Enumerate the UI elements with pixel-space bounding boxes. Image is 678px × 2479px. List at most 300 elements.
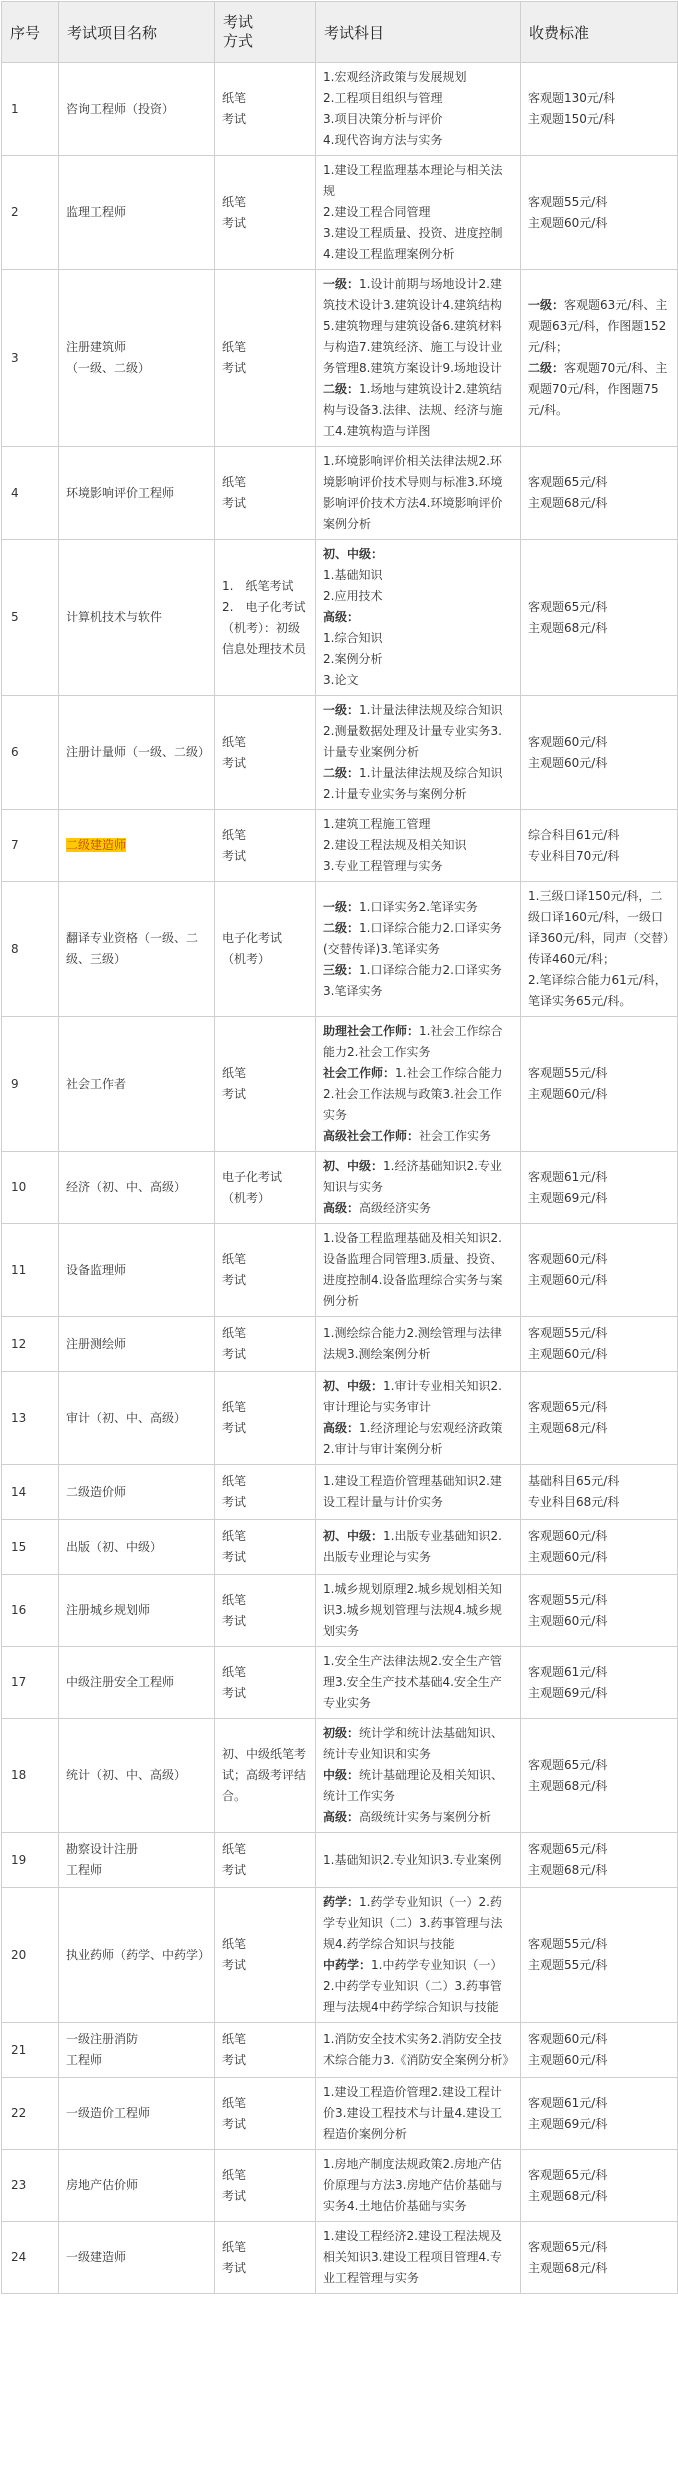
subject-text: 1.房地产制度法规政策2.房地产估价原理与方法3.房地产估价基础与实务4.土地估价基础与实务 bbox=[323, 2157, 503, 2213]
fee-text: 2.笔译综合能力61元/科，笔译实务65元/科。 bbox=[528, 973, 667, 1008]
exam-mode-cell bbox=[215, 810, 316, 882]
fee-line bbox=[528, 2050, 670, 2071]
exam-mode-line: 2. 电子化考试（机考）：初级信息处理技术员 bbox=[222, 599, 307, 656]
subject-text: 社会工作实务 bbox=[419, 1129, 492, 1143]
fee-text: 客观题65元/科 bbox=[528, 1400, 608, 1414]
exam-mode-cell bbox=[215, 1647, 316, 1719]
exam-mode-cell bbox=[215, 882, 316, 1017]
fee-line bbox=[528, 1776, 670, 1797]
exam-name: 二级建造师 bbox=[66, 838, 127, 852]
subject-text: 高级经济实务 bbox=[359, 1201, 432, 1215]
exam-mode-line: 考试 bbox=[222, 2053, 247, 2067]
row-number: 5 bbox=[2, 540, 59, 696]
subject-line bbox=[323, 67, 513, 88]
fee-text: 主观题69元/科 bbox=[528, 2116, 608, 2131]
fee-text: 主观题60元/科 bbox=[528, 1087, 608, 1101]
exam-mode-line: 考试 bbox=[222, 2260, 247, 2275]
exam-fee-table bbox=[1, 1, 678, 2294]
exam-mode-line: 纸笔 bbox=[222, 475, 247, 489]
exam-name-cell bbox=[59, 1833, 215, 1888]
subject-text: 1.审计专业相关知识2.审计理论与实务审计 bbox=[323, 1379, 502, 1414]
fee-line bbox=[528, 192, 670, 213]
exam-name-cell bbox=[59, 447, 215, 540]
exam-mode-line: 纸笔 bbox=[222, 1842, 247, 1856]
exam-name-cell bbox=[59, 696, 215, 810]
fee-line bbox=[528, 2165, 670, 2186]
subject-line bbox=[323, 960, 513, 1002]
exam-mode-cell bbox=[215, 1888, 316, 2023]
table-body bbox=[2, 63, 678, 2294]
subject-level-label: 高级： bbox=[323, 610, 360, 624]
exam-mode-cell bbox=[215, 2150, 316, 2222]
fee-cell bbox=[521, 1833, 678, 1888]
fee-cell bbox=[521, 447, 678, 540]
fee-cell bbox=[521, 2078, 678, 2150]
table-header-row bbox=[2, 2, 678, 63]
exam-mode-line: 考试 bbox=[222, 1550, 247, 1564]
fee-cell bbox=[521, 63, 678, 156]
exam-mode-line: 纸笔 bbox=[222, 1066, 247, 1080]
subject-line bbox=[323, 700, 513, 763]
subject-line bbox=[323, 649, 513, 670]
subject-line bbox=[323, 1850, 513, 1871]
fee-text: 综合科目61元/科 bbox=[528, 827, 620, 842]
fee-line bbox=[528, 1397, 670, 1418]
exam-mode-cell bbox=[215, 63, 316, 156]
fee-text: 主观题68元/科 bbox=[528, 1421, 608, 1435]
fee-text: 客观题65元/科 bbox=[528, 1842, 608, 1856]
table-row bbox=[2, 1888, 678, 2023]
subject-line bbox=[323, 379, 513, 442]
subject-line bbox=[323, 1376, 513, 1418]
exam-subjects-cell bbox=[316, 1719, 521, 1833]
fee-line bbox=[528, 2029, 670, 2050]
fee-line bbox=[528, 295, 670, 358]
exam-mode-line: 考试 bbox=[222, 1087, 247, 1101]
exam-subjects-cell bbox=[316, 882, 521, 1017]
exam-subjects-cell bbox=[316, 1372, 521, 1465]
exam-name-cell bbox=[59, 1224, 215, 1317]
row-number: 24 bbox=[2, 2222, 59, 2294]
fee-text: 客观题60元/科 bbox=[528, 2032, 608, 2046]
fee-line bbox=[528, 1063, 670, 1084]
table-row bbox=[2, 1017, 678, 1152]
fee-text: 主观题68元/科 bbox=[528, 2188, 608, 2203]
exam-subjects-cell bbox=[316, 63, 521, 156]
fee-cell bbox=[521, 540, 678, 696]
subject-line bbox=[323, 1765, 513, 1807]
exam-subjects-cell bbox=[316, 1888, 521, 2023]
fee-text: 客观题55元/科 bbox=[528, 1066, 608, 1080]
subject-line bbox=[323, 1723, 513, 1765]
subject-level-label: 高级： bbox=[323, 1421, 360, 1435]
subject-text: 2.建设工程法规及相关知识 bbox=[323, 838, 467, 852]
subject-text: 2.工程项目组织与管理 bbox=[323, 91, 443, 105]
fee-text: 客观题130元/科 bbox=[528, 91, 615, 105]
subject-text: 1.计量法律法规及综合知识2.测量数据处理及计量专业实务3.计量专业案例分析 bbox=[323, 703, 503, 759]
fee-line bbox=[528, 1471, 670, 1492]
fee-text: 主观题68元/科 bbox=[528, 1863, 608, 1877]
fee-text: 客观题55元/科 bbox=[528, 1592, 608, 1607]
fee-text: 客观题55元/科 bbox=[528, 194, 608, 209]
subject-line bbox=[323, 1579, 513, 1642]
fee-text: 主观题68元/科 bbox=[528, 496, 608, 510]
subject-line bbox=[323, 565, 513, 586]
row-number: 7 bbox=[2, 810, 59, 882]
exam-name: 一级造价工程师 bbox=[66, 2106, 151, 2120]
fee-cell bbox=[521, 1719, 678, 1833]
subject-line bbox=[323, 1126, 513, 1147]
table-row bbox=[2, 63, 678, 156]
fee-text: 客观题60元/科 bbox=[528, 1529, 608, 1543]
exam-mode-line: 电子化考试 bbox=[222, 931, 283, 945]
exam-name-cell bbox=[59, 540, 215, 696]
exam-subjects-cell bbox=[316, 1575, 521, 1647]
fee-level-label: 一级： bbox=[528, 298, 565, 312]
exam-subjects-cell bbox=[316, 447, 521, 540]
table-row bbox=[2, 447, 678, 540]
exam-name-cell bbox=[59, 1520, 215, 1575]
table-row bbox=[2, 1372, 678, 1465]
exam-mode-line: （机考） bbox=[222, 1190, 271, 1205]
exam-mode-cell bbox=[215, 447, 316, 540]
fee-line bbox=[528, 1934, 670, 1955]
exam-mode-line: 考试 bbox=[222, 1347, 247, 1361]
exam-mode-cell bbox=[215, 2222, 316, 2294]
subject-text: 1.药学专业知识（一）2.药学专业知识（二）3.药事管理与法规4.药学综合知识与技能 bbox=[323, 1895, 503, 1951]
exam-name: 注册城乡规划师 bbox=[66, 1603, 151, 1617]
exam-name: 翻译专业资格（一级、二级、三级） bbox=[66, 931, 199, 966]
exam-mode-line: 纸笔 bbox=[222, 1937, 247, 1951]
exam-mode-line: 纸笔 bbox=[222, 2167, 247, 2182]
subject-text: 1.设备工程监理基础及相关知识2.设备监理合同管理3.质量、投资、进度控制4.设备监理综合实务与案例分析 bbox=[323, 1231, 503, 1308]
fee-cell bbox=[521, 2150, 678, 2222]
subject-level-label: 一级： bbox=[323, 703, 360, 717]
subject-line bbox=[323, 274, 513, 379]
table-row bbox=[2, 882, 678, 1017]
exam-mode-cell bbox=[215, 1575, 316, 1647]
subject-line bbox=[323, 763, 513, 805]
fee-text: 客观题61元/科 bbox=[528, 1169, 608, 1184]
fee-line bbox=[528, 1662, 670, 1683]
fee-line bbox=[528, 2237, 670, 2258]
fee-text: 客观题65元/科 bbox=[528, 599, 608, 614]
exam-mode-line: 考试 bbox=[222, 1421, 247, 1435]
fee-line bbox=[528, 1955, 670, 1976]
row-number: 9 bbox=[2, 1017, 59, 1152]
subject-line bbox=[323, 2226, 513, 2289]
subject-line bbox=[323, 1198, 513, 1219]
exam-name: 计算机技术与软件 bbox=[66, 610, 163, 624]
exam-mode-cell bbox=[215, 2023, 316, 2078]
subject-line bbox=[323, 2154, 513, 2217]
fee-line bbox=[528, 358, 670, 421]
fee-line bbox=[528, 1526, 670, 1547]
exam-mode-line: 考试 bbox=[222, 1863, 247, 1877]
exam-mode-line: 考试 bbox=[222, 848, 247, 863]
fee-line bbox=[528, 1683, 670, 1704]
exam-mode-line: 纸笔 bbox=[222, 1592, 247, 1607]
exam-subjects-cell bbox=[316, 540, 521, 696]
exam-name: 监理工程师 bbox=[66, 205, 127, 219]
subject-line bbox=[323, 835, 513, 856]
fee-cell bbox=[521, 1575, 678, 1647]
exam-name-cell bbox=[59, 1465, 215, 1520]
exam-name: 注册计量师（一级、二级） bbox=[66, 745, 211, 759]
row-number: 22 bbox=[2, 2078, 59, 2150]
fee-cell bbox=[521, 1017, 678, 1152]
row-number: 16 bbox=[2, 1575, 59, 1647]
row-number: 8 bbox=[2, 882, 59, 1017]
exam-name: 咨询工程师（投资） bbox=[66, 101, 175, 116]
row-number: 6 bbox=[2, 696, 59, 810]
exam-mode-line: 考试 bbox=[222, 2188, 247, 2203]
fee-cell bbox=[521, 1465, 678, 1520]
exam-mode-cell bbox=[215, 2078, 316, 2150]
fee-text: 主观题60元/科 bbox=[528, 1347, 608, 1361]
subject-level-label: 高级社会工作师： bbox=[323, 1129, 420, 1143]
fee-line bbox=[528, 1323, 670, 1344]
exam-mode-line: 考试 bbox=[222, 215, 247, 230]
exam-name-cell bbox=[59, 1017, 215, 1152]
exam-mode-cell bbox=[215, 270, 316, 447]
subject-line bbox=[323, 856, 513, 877]
subject-text: 统计基础理论及相关知识、统计工作实务 bbox=[323, 1768, 504, 1803]
fee-line bbox=[528, 1270, 670, 1291]
row-number: 23 bbox=[2, 2150, 59, 2222]
fee-line bbox=[528, 1611, 670, 1632]
exam-mode-cell bbox=[215, 1520, 316, 1575]
subject-level-label: 社会工作师： bbox=[323, 1066, 396, 1080]
row-number: 13 bbox=[2, 1372, 59, 1465]
subject-line bbox=[323, 1526, 513, 1568]
fee-cell bbox=[521, 1647, 678, 1719]
subject-level-label: 二级： bbox=[323, 920, 360, 935]
exam-subjects-cell bbox=[316, 2150, 521, 2222]
subject-line bbox=[323, 586, 513, 607]
exam-subjects-cell bbox=[316, 1152, 521, 1224]
fee-text: 主观题60元/科 bbox=[528, 755, 608, 770]
subject-text: 1.口译综合能力2.口译实务3.笔译实务 bbox=[323, 962, 502, 998]
exam-name: 注册建筑师 （一级、二级） bbox=[66, 340, 151, 375]
exam-name-cell bbox=[59, 2222, 215, 2294]
fee-line bbox=[528, 1188, 670, 1209]
subject-line bbox=[323, 1063, 513, 1126]
subject-text: 1.口译综合能力2.口译实务(交替传译)3.笔译实务 bbox=[323, 920, 502, 956]
table-row bbox=[2, 1719, 678, 1833]
subject-line bbox=[323, 544, 513, 565]
fee-level-label: 二级： bbox=[528, 361, 565, 375]
exam-name-cell bbox=[59, 2023, 215, 2078]
subject-text: 高级统计实务与案例分析 bbox=[359, 1810, 492, 1824]
fee-line bbox=[528, 1755, 670, 1776]
table-row bbox=[2, 2150, 678, 2222]
subject-level-label: 二级： bbox=[323, 382, 360, 396]
fee-text: 主观题69元/科 bbox=[528, 1685, 608, 1700]
fee-text: 客观题65元/科 bbox=[528, 1757, 608, 1772]
subject-text: 1.综合知识 bbox=[323, 631, 383, 645]
row-number: 21 bbox=[2, 2023, 59, 2078]
fee-cell bbox=[521, 2023, 678, 2078]
subject-line bbox=[323, 244, 513, 265]
table-row bbox=[2, 696, 678, 810]
subject-line bbox=[323, 1228, 513, 1312]
table-row bbox=[2, 1465, 678, 1520]
fee-line bbox=[528, 2258, 670, 2279]
subject-level-label: 二级： bbox=[323, 766, 360, 780]
exam-mode-line: 考试 bbox=[222, 112, 247, 126]
exam-mode-cell bbox=[215, 1372, 316, 1465]
exam-name: 一级建造师 bbox=[66, 2250, 127, 2264]
fee-line bbox=[528, 732, 670, 753]
table-row bbox=[2, 1152, 678, 1224]
exam-name: 社会工作者 bbox=[66, 1076, 127, 1091]
subject-level-label: 三级： bbox=[323, 962, 360, 977]
subject-line bbox=[323, 1651, 513, 1714]
row-number: 14 bbox=[2, 1465, 59, 1520]
fee-text: 客观题61元/科 bbox=[528, 1664, 608, 1679]
fee-cell bbox=[521, 1520, 678, 1575]
exam-mode-line: 考试 bbox=[222, 496, 247, 510]
exam-mode-line: 纸笔 bbox=[222, 827, 247, 842]
fee-text: 客观题60元/科 bbox=[528, 1252, 608, 1266]
subject-line bbox=[323, 1892, 513, 1955]
fee-text: 主观题150元/科 bbox=[528, 112, 615, 126]
subject-text: 1.设计前期与场地设计2.建筑技术设计3.建筑设计4.建筑结构5.建筑物理与建筑设备6.建筑材料与构造7.建筑经济、施工与设计业务管理8.建筑方案设计9.场地设计 bbox=[323, 277, 503, 375]
exam-mode-cell bbox=[215, 696, 316, 810]
subject-text: 2.案例分析 bbox=[323, 652, 383, 666]
table-row bbox=[2, 540, 678, 696]
subject-text: 4.建设工程监理案例分析 bbox=[323, 247, 455, 261]
header-subjects: 考试科目 bbox=[316, 2, 521, 63]
exam-subjects-cell bbox=[316, 1317, 521, 1372]
exam-mode-line: （机考） bbox=[222, 952, 271, 966]
subject-line bbox=[323, 1955, 513, 2018]
row-number: 17 bbox=[2, 1647, 59, 1719]
fee-text: 客观题55元/科 bbox=[528, 1937, 608, 1951]
fee-text: 客观题65元/科 bbox=[528, 475, 608, 489]
table-row bbox=[2, 1317, 678, 1372]
fee-text: 客观题65元/科 bbox=[528, 2239, 608, 2254]
fee-text: 专业科目70元/科 bbox=[528, 848, 620, 863]
subject-level-label: 初、中级： bbox=[323, 1159, 384, 1173]
exam-mode-line: 纸笔 bbox=[222, 1474, 247, 1488]
fee-line bbox=[528, 1418, 670, 1439]
exam-name: 审计（初、中、高级） bbox=[66, 1410, 187, 1425]
exam-name-cell bbox=[59, 882, 215, 1017]
subject-text: 1.建筑工程施工管理 bbox=[323, 817, 431, 831]
exam-mode-cell bbox=[215, 1317, 316, 1372]
exam-mode-line: 考试 bbox=[222, 2116, 247, 2131]
fee-text: 主观题60元/科 bbox=[528, 1273, 608, 1287]
fee-cell bbox=[521, 1152, 678, 1224]
fee-line bbox=[528, 109, 670, 130]
exam-name-cell bbox=[59, 1647, 215, 1719]
subject-line bbox=[323, 628, 513, 649]
subject-text: 1.建设工程监理基本理论与相关法规 bbox=[323, 163, 503, 198]
exam-subjects-cell bbox=[316, 810, 521, 882]
row-number: 18 bbox=[2, 1719, 59, 1833]
exam-name-cell bbox=[59, 270, 215, 447]
exam-name-cell bbox=[59, 810, 215, 882]
exam-subjects-cell bbox=[316, 270, 521, 447]
subject-level-label: 高级： bbox=[323, 1201, 360, 1215]
fee-cell bbox=[521, 1317, 678, 1372]
exam-mode-line: 纸笔 bbox=[222, 1529, 247, 1543]
exam-mode-line: 考试 bbox=[222, 361, 247, 375]
fee-line bbox=[528, 1860, 670, 1881]
exam-mode-line: 考试 bbox=[222, 1495, 247, 1509]
exam-name-cell bbox=[59, 63, 215, 156]
exam-name: 一级注册消防 工程师 bbox=[66, 2032, 139, 2067]
subject-line bbox=[323, 814, 513, 835]
fee-cell bbox=[521, 270, 678, 447]
row-number: 4 bbox=[2, 447, 59, 540]
subject-text: 1.城乡规划原理2.城乡规划相关知识3.城乡规划管理与法规4.城乡规划实务 bbox=[323, 1582, 502, 1638]
fee-text: 主观题68元/科 bbox=[528, 1778, 608, 1793]
exam-mode-line: 纸笔 bbox=[222, 91, 247, 105]
subject-level-label: 初级： bbox=[323, 1726, 360, 1740]
exam-name-cell bbox=[59, 1152, 215, 1224]
row-number: 12 bbox=[2, 1317, 59, 1372]
fee-line bbox=[528, 2114, 670, 2135]
fee-line bbox=[528, 213, 670, 234]
fee-line bbox=[528, 886, 670, 970]
fee-line bbox=[528, 1547, 670, 1568]
subject-line bbox=[323, 918, 513, 960]
subject-level-label: 初、中级： bbox=[323, 1529, 384, 1543]
fee-line bbox=[528, 1590, 670, 1611]
table-row bbox=[2, 810, 678, 882]
exam-subjects-cell bbox=[316, 2222, 521, 2294]
exam-name: 环境影响评价工程师 bbox=[66, 485, 175, 500]
fee-line bbox=[528, 1839, 670, 1860]
exam-mode-line: 初、中级纸笔考试；高级考评结合。 bbox=[222, 1747, 307, 1803]
subject-line bbox=[323, 2029, 513, 2071]
exam-mode-line: 纸笔 bbox=[222, 194, 247, 209]
row-number: 11 bbox=[2, 1224, 59, 1317]
row-number: 15 bbox=[2, 1520, 59, 1575]
row-number: 10 bbox=[2, 1152, 59, 1224]
fee-text: 客观题63元/科、主观题63元/科，作图题152元/科； bbox=[528, 298, 668, 354]
header-mode-text: 考试 方式 bbox=[223, 13, 254, 50]
subject-text: 统计学和统计法基础知识、统计专业知识和实务 bbox=[323, 1726, 504, 1761]
fee-cell bbox=[521, 1888, 678, 2023]
exam-mode-line: 考试 bbox=[222, 1685, 247, 1700]
fee-line bbox=[528, 1084, 670, 1105]
exam-mode-line: 纸笔 bbox=[222, 1400, 247, 1414]
exam-mode-cell bbox=[215, 1465, 316, 1520]
exam-name: 设备监理师 bbox=[66, 1262, 127, 1277]
subject-text: 1.宏观经济政策与发展规划 bbox=[323, 70, 467, 84]
exam-name-cell bbox=[59, 1317, 215, 1372]
row-number: 3 bbox=[2, 270, 59, 447]
exam-mode-cell bbox=[215, 1224, 316, 1317]
subject-text: 1.中药学专业知识（一）2.中药学专业知识（二）3.药事管理与法规4中药学综合知识与技能 bbox=[323, 1958, 503, 2014]
exam-name-cell bbox=[59, 156, 215, 270]
exam-name-cell bbox=[59, 1372, 215, 1465]
subject-text: 1.场地与建筑设计2.建筑结构与设备3.法律、法规、经济与施工4.建筑构造与详图 bbox=[323, 382, 503, 438]
exam-mode-line: 纸笔 bbox=[222, 1664, 247, 1679]
exam-subjects-cell bbox=[316, 2078, 521, 2150]
subject-text: 1.出版专业基础知识2.出版专业理论与实务 bbox=[323, 1529, 502, 1564]
fee-text: 主观题60元/科 bbox=[528, 1550, 608, 1564]
fee-line bbox=[528, 472, 670, 493]
exam-mode-line: 1. 纸笔考试 bbox=[222, 578, 294, 593]
exam-mode-line: 考试 bbox=[222, 755, 247, 770]
subject-level-label: 高级： bbox=[323, 1810, 360, 1824]
subject-line bbox=[323, 202, 513, 223]
